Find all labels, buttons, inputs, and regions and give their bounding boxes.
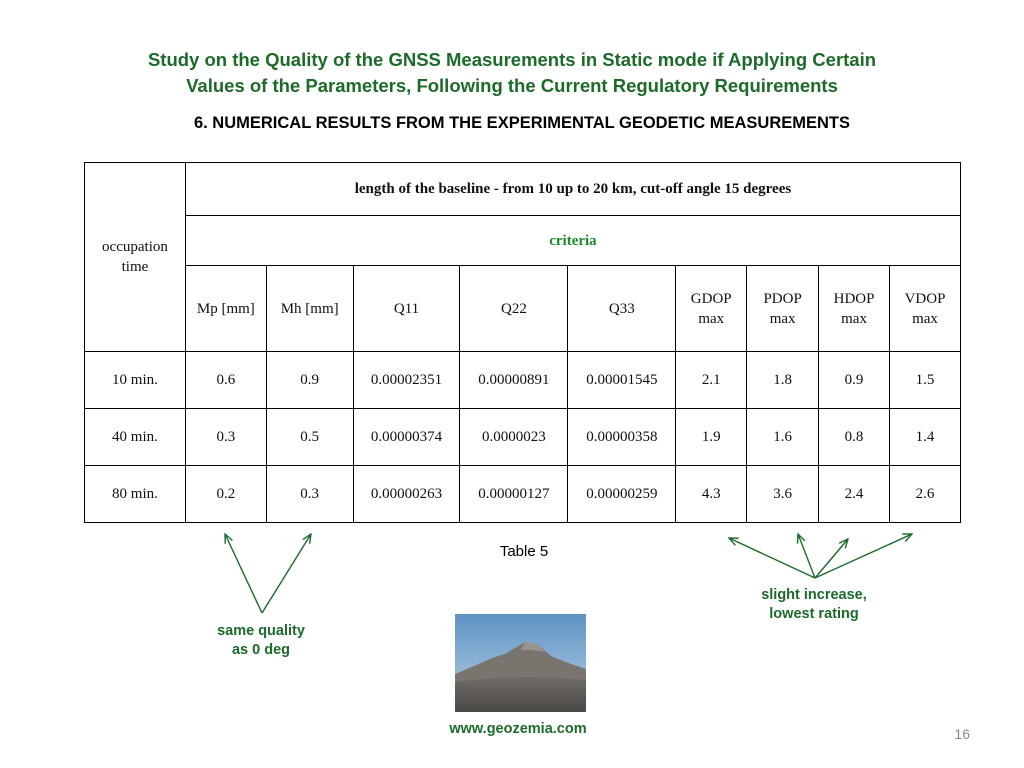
table-cell: 0.00000263 [353,466,460,523]
table-cell: 0.9 [819,352,890,409]
column-header-q33-line-1: Q33 [608,300,635,317]
note-slight-increase [744,586,884,624]
occupation-time-header-line-1: occupation [102,239,168,255]
section-heading: 6. NUMERICAL RESULTS FROM THE EXPERIMENTAL GEODETIC MEASUREMENTS [193,114,851,132]
slide-title-line-1: Study on the Quality of the GNSS Measurements in Static mode if Applying Certain [147,49,877,70]
table-cell: 0.00000127 [460,466,568,523]
arrow-to-mh-column [262,534,311,613]
volcano-photo [455,614,586,712]
table-cell: 1.6 [747,409,819,466]
column-header-gdop-line-2: max [698,310,725,327]
occupation-time-cell: 40 min. [85,409,186,466]
note-same-quality [196,622,326,660]
column-header-q22-line-1: Q22 [501,300,527,317]
page-number: 16 [954,726,970,742]
table-caption: Table 5 [499,543,549,560]
arrow-to-vdop-column [815,534,912,578]
baseline-header: length of the baseline - from 10 up to 20 km, cut-off angle 15 degrees [185,163,960,216]
column-header-mh-line-1: Mh [mm] [280,300,339,317]
table-cell: 0.3 [185,409,266,466]
column-header-hdop-line-1: HDOP [833,290,875,307]
table-cell: 0.2 [185,466,266,523]
table-cell: 4.3 [676,466,747,523]
table-cell: 0.0000023 [460,409,568,466]
arrow-to-mp-column [225,534,262,613]
occupation-time-cell: 80 min. [85,466,186,523]
column-header-gdop-line-1: GDOP [690,290,732,307]
table-cell: 1.9 [676,409,747,466]
column-header-pdop-line-2: max [769,310,796,327]
column-header-pdop-line-1: PDOP [763,290,802,307]
table-cell: 2.4 [819,466,890,523]
table-cell: 0.5 [266,409,353,466]
table-cell: 1.8 [747,352,819,409]
table-cell: 0.6 [185,352,266,409]
table-cell: 0.3 [266,466,353,523]
occupation-time-header-line-2: time [121,259,149,275]
note-slight-increase-line-2: lowest rating [769,606,859,622]
table-cell: 1.4 [890,409,961,466]
column-header-q11-line-1: Q11 [393,300,420,317]
note-same-quality-line-1: same quality [217,623,305,639]
table-cell: 0.9 [266,352,353,409]
table-cell: 1.5 [890,352,961,409]
table-cell: 2.1 [676,352,747,409]
table-cell: 0.00000358 [568,409,676,466]
website-link[interactable]: www.geozemia.com [449,721,587,737]
occupation-time-cell: 10 min. [85,352,186,409]
column-header-vdop-line-1: VDOP [904,290,946,307]
table-cell: 0.00000259 [568,466,676,523]
table-cell: 0.00000374 [353,409,460,466]
column-header-hdop-line-2: max [841,310,867,327]
table-cell: 3.6 [747,466,819,523]
table-cell: 0.00000891 [460,352,568,409]
table-cell: 0.00002351 [353,352,460,409]
note-same-quality-line-2: as 0 deg [231,642,291,658]
table-cell: 0.00001545 [568,352,676,409]
column-header-vdop-line-2: max [912,310,938,327]
column-header-mp-line-1: Mp [mm] [196,300,255,317]
criteria-header: criteria [185,216,960,266]
table-cell: 2.6 [890,466,961,523]
slide-title-line-2: Values of the Parameters, Following the Current Regulatory Requirements [186,75,838,96]
note-slight-increase-line-1: slight increase, [761,587,867,603]
arrow-to-hdop-column [815,539,848,578]
table-cell: 0.8 [819,409,890,466]
